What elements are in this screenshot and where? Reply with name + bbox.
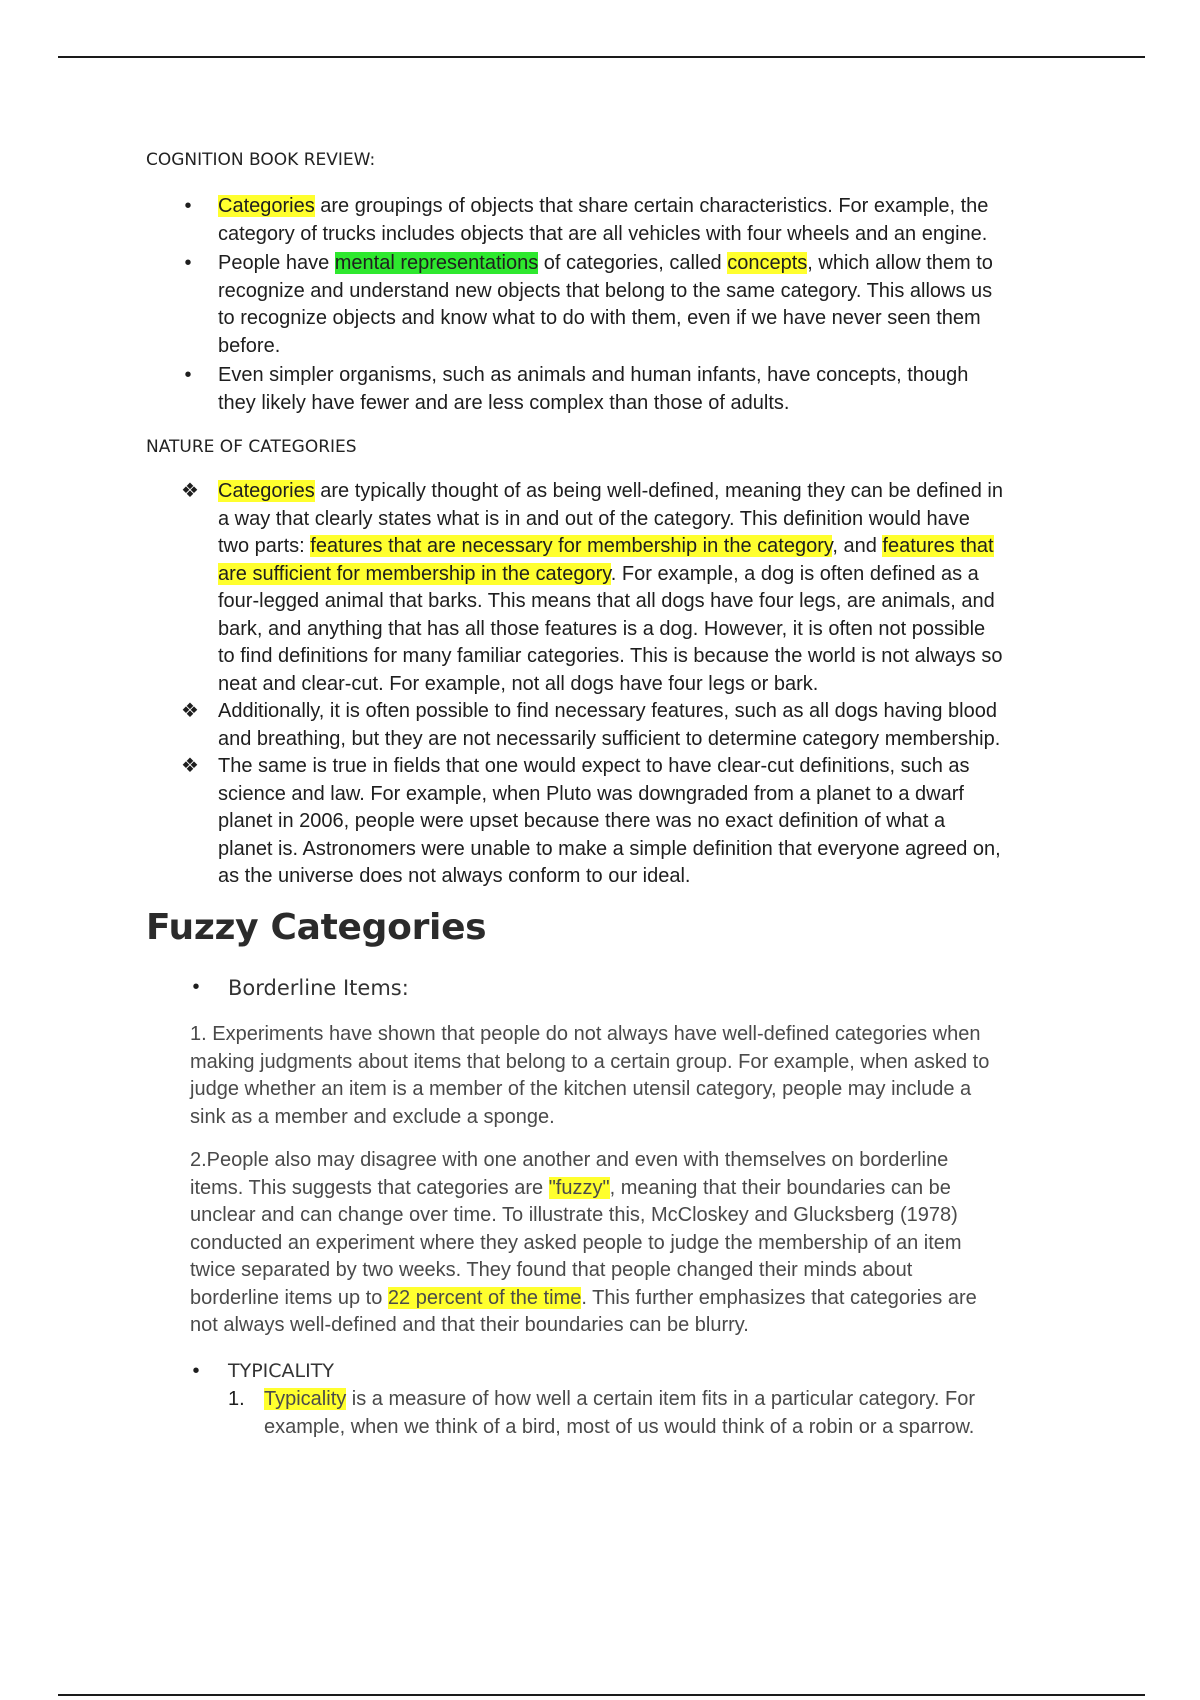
- bullet-categories-definition: Categories are groupings of objects that share certain characteristics. For example, the category of trucks includes objects that are all vehicles with four wheels and an engine.: [218, 195, 989, 245]
- highlight-sufficient-features-start: features that: [882, 535, 994, 557]
- document-title: COGNITION BOOK REVIEW:: [146, 150, 376, 170]
- top-rule: [58, 56, 1145, 58]
- diamond-bullet-marker: ❖: [181, 480, 199, 502]
- diamond-bullet-marker: ❖: [181, 755, 199, 777]
- bullet-pluto-example: The same is true in fields that one would expect to have clear-cut definitions, such as science and law. For example, when Pluto was downgraded from a planet to a dwarf planet in 2006, people were upset because there was no exact definition of what a planet is. Astronomers were unable to make a simple definition that everyone agreed on, as the universe does not always conform to our ideal.: [218, 755, 1001, 887]
- highlight-fuzzy: "fuzzy": [548, 1176, 610, 1199]
- sub-heading-typicality: TYPICALITY: [228, 1360, 334, 1382]
- list-number: 1.: [228, 1388, 245, 1410]
- bottom-rule: [58, 1694, 1145, 1696]
- highlight-categories: Categories: [218, 195, 315, 217]
- bullet-marker: •: [184, 364, 192, 386]
- sub-heading-borderline-items: Borderline Items:: [228, 976, 409, 1000]
- bullet-marker: •: [192, 1360, 200, 1382]
- highlight-concepts: concepts: [727, 252, 808, 274]
- numbered-paragraph-2: 2.People also may disagree with one another and even with themselves on borderline items. This suggests that categories are "fuzzy", meaning that their boundaries can be unclear and can change over time. To illustrate this, McCloskey and Glucksberg (1978) conducted an experiment where they asked people to judge the membership of an item twice separated by two weeks. They found that people changed their minds about borderline items up to 22 percent of the time. This further emphasizes that categories are not always well-defined and that their boundaries can be blurry.: [190, 1149, 977, 1336]
- numbered-paragraph-1: 1. Experiments have shown that people do not always have well-defined categories when making judgments about items that belong to a certain group. For example, when asked to judge whether an item is a member of the kitchen utensil category, people may include a sink as a member and exclude a sponge.: [190, 1023, 990, 1128]
- highlight-categories: Categories: [218, 480, 315, 502]
- highlight-necessary-features: features that are necessary for membership in the category: [310, 535, 833, 557]
- diamond-bullet-marker: ❖: [181, 700, 199, 722]
- section-heading-nature-of-categories: NATURE OF CATEGORIES: [146, 437, 357, 457]
- highlight-sufficient-features: are sufficient for membership in the category: [218, 562, 611, 585]
- bullet-necessary-features: Additionally, it is often possible to find necessary features, such as all dogs having blood and breathing, but they are not necessarily sufficient to determine category membership.: [218, 700, 1001, 750]
- highlight-typicality: Typicality: [264, 1388, 347, 1410]
- bullet-well-defined-categories: Categories are typically thought of as being well-defined, meaning they can be defined in a way that clearly states what is in and out of the category. This definition would have two parts: features that are necessary for membership in the category, and features that are sufficient for membership in the category. For example, a dog is often defined as a four-legged animal that barks. This means that all dogs have four legs, are animals, and bark, and anything that has all those features is a dog. However, it is often not possible to find definitions for many familiar categories. This is because the world is not always so neat and clear-cut. For example, not all dogs have four legs or bark.: [218, 480, 1003, 695]
- bullet-marker: •: [184, 252, 192, 274]
- section-title-fuzzy-categories: Fuzzy Categories: [146, 907, 487, 948]
- highlight-22-percent: 22 percent of the time: [387, 1286, 582, 1309]
- bullet-simpler-organisms: Even simpler organisms, such as animals and human infants, have concepts, though they likely have fewer and are less complex than those of adults.: [218, 364, 969, 414]
- bullet-mental-representations: People have mental representations of categories, called concepts, which allow them to recognize and understand new objects that belong to the same category. This allows us to recognize objects and know what to do with them, even if we have never seen them before.: [218, 252, 993, 357]
- bullet-marker: •: [192, 976, 200, 998]
- highlight-mental-representations: mental representations: [334, 252, 539, 274]
- bullet-marker: •: [184, 195, 192, 217]
- typicality-item-1: Typicality is a measure of how well a certain item fits in a particular category. For example, when we think of a bird, most of us would think of a robin or a sparrow.: [264, 1388, 976, 1438]
